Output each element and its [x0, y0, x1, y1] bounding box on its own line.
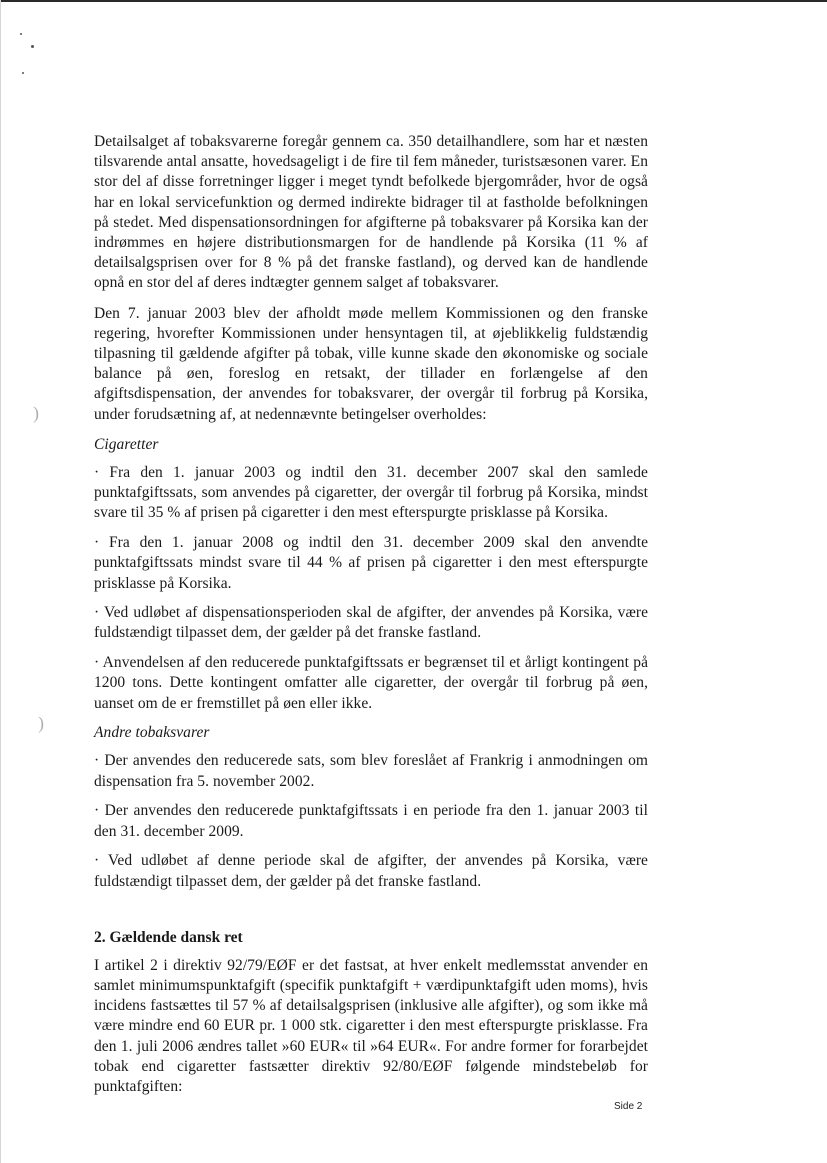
body-paragraph: Detailsalget af tobaksvarerne foregår gennem ca. 350 detailhandlere, som har et næsten tilsvarende antal ansatte, hovedsageligt i de fire til fem måneder, turistsæsonen varer. En stor del af disse forretninger ligger i meget tyndt befolkede bjergområder, hvor de også har en lokal servicefunktion og dermed indirekte bidrager til at fastholde befolkningen på stedet. Med dispensationsordningen for afgifterne på tobaksvarer på Korsika kan der indrømmes en højere distributionsmargen for de handlende på Korsika (11 % af detailsalgsprisen over for 8 % på det franske fastland), og derved kan de handlende opnå en stor del af deres indtægter gennem salget af tobaksvarer.: [94, 133, 648, 292]
section-paragraph: I artikel 2 i direktiv 92/79/EØF er det fastsat, at hver enkelt medlemsstat anvender en samlet minimumspunktafgift (specifik punktafgift + værdipunktafgift uden moms), hvis incidens fastsættes til 57 % af detailsalgsprisen (inklusive alle afgifter), og som ikke må være mindre end 60 EUR pr. 1 000 stk. cigaretter i den mest efterspurgte prisklasse. Fra den 1. juli 2006 ændres tallet »60 EUR« til »64 EUR«. For andre former for forarbejdet tobak end cigaretter fastsætter direktiv 92/80/EØF følgende mindstebeløb for punktafgiften:: [94, 956, 648, 1095]
scan-speck: [20, 33, 22, 35]
bullet-item: · Der anvendes den reducerede sats, som blev foreslået af Frankrig i anmodningen om dispensation fra 5. november 2002.: [94, 752, 648, 790]
page-top-border: [0, 0, 827, 2]
bullet-item: · Anvendelsen af den reducerede punktafgiftssats er begrænset til et årligt kontingent på 1200 tons. Dette kontingent omfatter alle cigaretter, der overgår til forbrug på øen, uanset om de er fremstillet på øen eller ikke.: [94, 654, 648, 712]
bullet-item: · Fra den 1. januar 2008 og indtil den 31. december 2009 skal den anvendte punktafgiftssats mindst svare til 44 % af prisen på cigaretter i den mest efterspurgte prisklasse på Korsika.: [94, 534, 648, 592]
bullet-item: · Der anvendes den reducerede punktafgiftssats i en periode fra den 1. januar 2003 til den 31. december 2009.: [94, 802, 648, 840]
section-heading: 2. Gældende dansk ret: [94, 928, 243, 946]
page-number: Side 2: [614, 1101, 643, 1112]
document-body: [94, 132, 648, 1107]
bullet-item: · Fra den 1. januar 2003 og indtil den 31. december 2007 skal den samlede punktafgiftssats, som anvendes på cigaretter, der overgår til forbrug på Korsika, mindst svare til 35 % af prisen på cigaretter i den mest efterspurgte prisklasse på Korsika.: [94, 464, 648, 522]
scan-margin-mark: ): [38, 713, 44, 733]
bullet-item: · Ved udløbet af dispensationsperioden skal de afgifter, der anvendes på Korsika, være fuldstændigt tilpasset dem, der gælder på det franske fastland.: [94, 604, 648, 642]
subheading-cigarettes: Cigaretter: [94, 435, 159, 453]
page-left-border: [0, 0, 1, 1163]
scan-speck: [31, 45, 34, 48]
scan-margin-mark: ): [33, 403, 39, 423]
body-paragraph: Den 7. januar 2003 blev der afholdt møde mellem Kommissionen og den franske regering, hvorefter Kommissionen under hensyntagen til, at øjeblikkelig fuldstændig tilpasning til gældende afgifter på tobak, ville kunne skade den økonomiske og sociale balance på øen, foreslog en retsakt, der tillader en forlængelse af den afgiftsdispensation, der anvendes for tobaksvarer, der overgår til forbrug på Korsika, under forudsætning af, at nedennævnte betingelser overholdes:: [94, 304, 648, 423]
scan-speck: [22, 72, 24, 74]
bullet-item: · Ved udløbet af denne periode skal de afgifter, der anvendes på Korsika, være fuldstændigt tilpasset dem, der gælder på det franske fastland.: [94, 852, 648, 890]
subheading-other-tobacco: Andre tobaksvarer: [94, 724, 210, 742]
